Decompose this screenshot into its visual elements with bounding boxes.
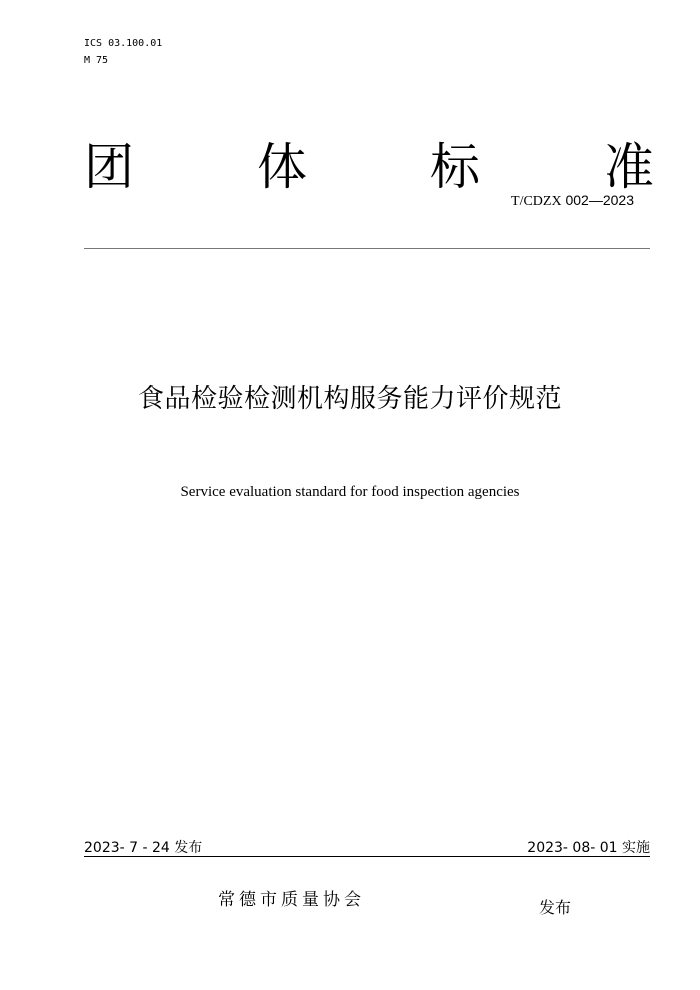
ics-code: ICS 03.100.01: [84, 38, 163, 49]
ccs-code: M 75: [84, 55, 109, 66]
standard-type-char-4: 准: [604, 138, 654, 196]
document-title-english: Service evaluation standard for food inspection agencies: [180, 484, 520, 500]
standard-type-char-1: 团: [84, 138, 134, 196]
publish-label: 发布: [539, 898, 572, 917]
implementation-date: 2023- 08- 01 实施: [527, 840, 650, 856]
document-title-chinese: 食品检验检测机构服务能力评价规范: [137, 384, 562, 414]
standard-number-value: 002—2023: [565, 192, 634, 208]
standard-number-prefix: T/CDZX: [511, 194, 562, 209]
issue-date: 2023- 7 - 24 发布: [84, 840, 203, 856]
header-divider: [84, 248, 650, 249]
standard-type-char-3: 标: [430, 138, 480, 196]
standard-type-char-2: 体: [257, 138, 307, 196]
standard-number: [511, 191, 634, 211]
publisher-name: 常德市质量协会: [218, 890, 365, 910]
footer-divider: [84, 856, 650, 857]
